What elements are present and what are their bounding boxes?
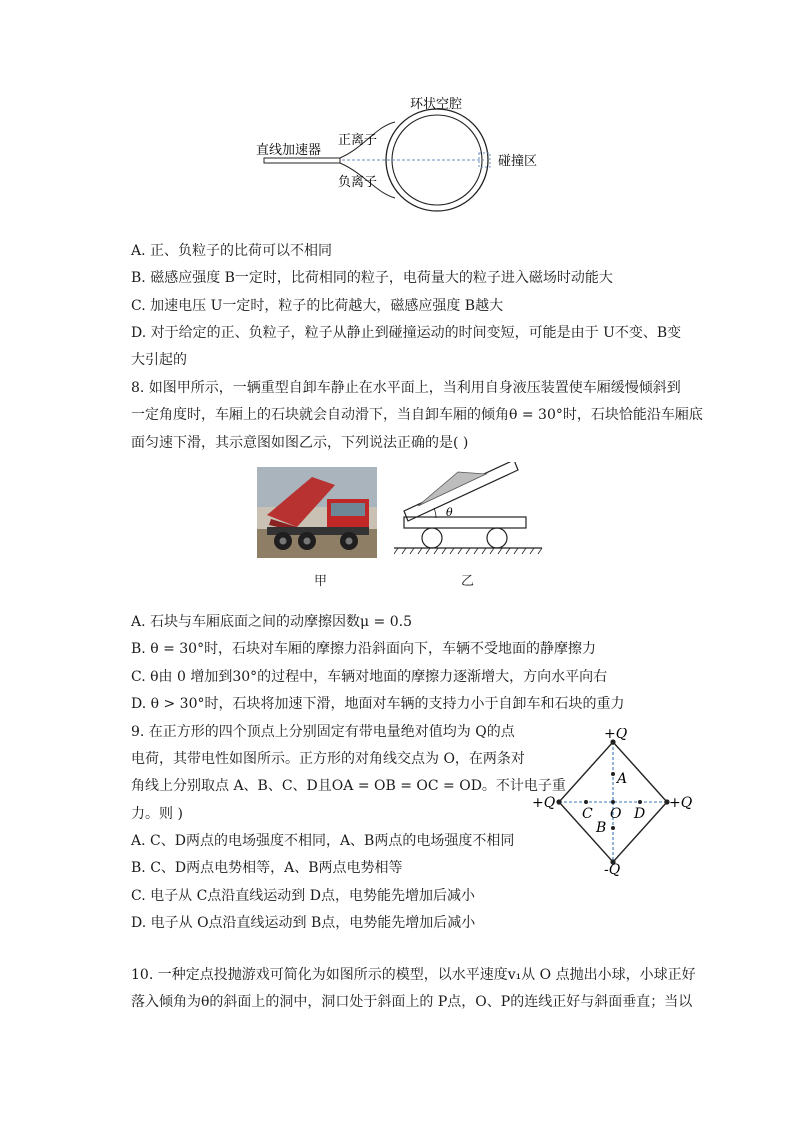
q7-option-c: C. 加速电压 U一定时，粒子的比荷越大，磁感应强度 B越大	[131, 298, 504, 314]
q9-option-c: C. 电子从 C点沿直线运动到 D点，电势能先增加后减小	[131, 888, 475, 904]
point-d-label: D	[634, 806, 646, 822]
charge-top-label: +Q	[604, 728, 628, 742]
charge-bottom-label: -Q	[604, 862, 621, 876]
q10-stem-1: 10. 一种定点投抛游戏可简化为如图所示的模型，以水平速度v₁从 O 点抛出小球，小球正好	[131, 967, 696, 983]
q9-stem-2: 电荷，其带电性如图所示。正方形的对角线交点为 O，在两条对	[131, 751, 525, 767]
theta-label: θ	[446, 506, 453, 519]
q8-option-b: B. θ = 30°时，石块对车厢的摩擦力沿斜面向下，车辆不受地面的静摩擦力	[131, 641, 597, 657]
negative-ion-label: 负离子	[338, 175, 378, 190]
positive-ion-label: 正离子	[338, 133, 378, 148]
q7-option-a: A. 正、负粒子的比荷可以不相同	[131, 243, 333, 259]
q9-option-a: A. C、D两点的电场强度不相同，A、B两点的电场强度不相同	[131, 833, 515, 849]
point-c-label: C	[582, 806, 593, 822]
q7-option-b: B. 磁感应强度 B一定时，比荷相同的粒子，电荷量大的粒子进入磁场时动能大	[131, 270, 613, 286]
q9-option-d: D. 电子从 O点沿直线运动到 B点，电势能先增加后减小	[131, 915, 476, 931]
linear-accelerator	[264, 158, 340, 163]
ring-label: 环状空腔	[410, 97, 463, 112]
q9-stem-3: 角线上分别取点 A、B、C、D且OA = OB = OC = OD。不计电子重	[131, 778, 566, 794]
q8-stem-3: 面匀速下滑，其示意图如图乙示，下列说法正确的是( )	[131, 435, 469, 451]
collision-label: 碰撞区	[498, 154, 538, 169]
q7-option-d-cont: 大引起的	[131, 352, 187, 368]
charge-right-label: +Q	[669, 795, 693, 811]
q10-stem-2: 落入倾角为θ的斜面上的洞中，洞口处于斜面上的 P点，O、P的连线正好与斜面垂直；当以	[131, 994, 693, 1010]
point-o-label: O	[610, 806, 622, 822]
dump-truck-photo	[257, 467, 377, 558]
point-b-dot	[611, 826, 615, 830]
point-d-dot	[638, 800, 642, 804]
charge-square-diagram	[530, 728, 700, 876]
diagram-caption: 乙	[461, 574, 475, 589]
point-o-dot	[611, 800, 615, 804]
q8-option-d: D. θ > 30°时，石块将加速下滑，地面对车辆的支持力小于自卸车和石块的重力	[131, 696, 625, 712]
q8-option-a: A. 石块与车厢底面之间的动摩擦因数μ = 0.5	[131, 614, 413, 630]
q8-option-c: C. θ由 0 增加到30°的过程中，车辆对地面的摩擦力逐渐增大，方向水平向右	[131, 669, 608, 685]
point-b-label: B	[596, 820, 607, 836]
q9-stem-1: 9. 在正方形的四个顶点上分别固定有带电量绝对值均为 Q的点	[131, 724, 515, 740]
point-a-dot	[611, 772, 615, 776]
point-c-dot	[584, 800, 588, 804]
q8-stem-2: 一定角度时，车厢上的石块就会自动滑下，当自卸车厢的倾角θ = 30°时，石块恰能沿车厢底	[131, 407, 703, 423]
q9-stem-4: 力。则 )	[131, 806, 183, 822]
tipping-truck-diagram	[394, 462, 544, 562]
accelerator-label: 直线加速器	[256, 143, 322, 158]
q8-stem-1: 8. 如图甲所示，一辆重型自卸车静止在水平面上，当利用自身液压装置使车厢缓慢倾斜到	[131, 380, 681, 396]
q9-option-b: B. C、D两点电势相等，A、B两点电势相等	[131, 860, 403, 876]
collider-diagram	[250, 92, 550, 222]
tipped-bed	[404, 462, 518, 521]
point-a-label: A	[617, 771, 628, 787]
charge-left-label: +Q	[532, 795, 556, 811]
q7-option-d: D. 对于给定的正、负粒子，粒子从静止到碰撞运动的时间变短，可能是由于 U不变、B变	[131, 325, 682, 341]
photo-caption: 甲	[314, 574, 328, 589]
